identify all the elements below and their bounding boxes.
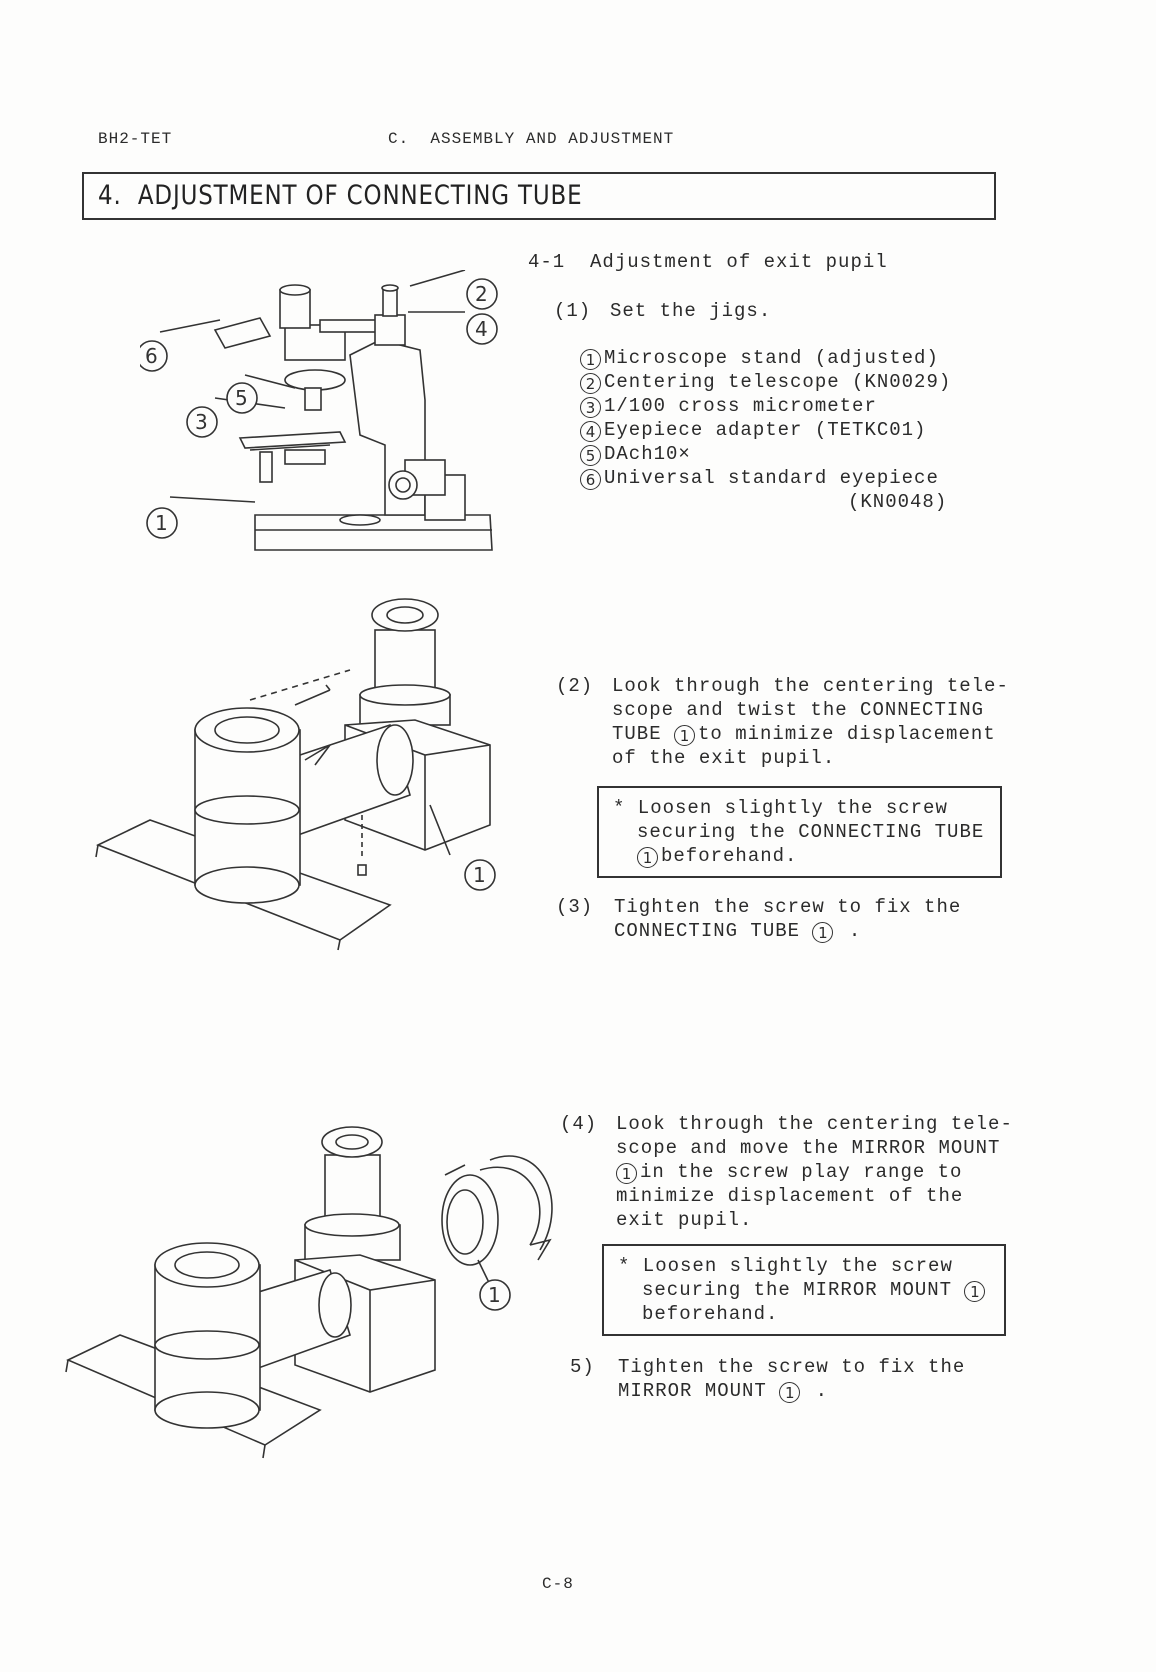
callout-label-fig3: [475, 1275, 515, 1315]
step-1-number: (1): [554, 300, 592, 322]
callout-circle: 1: [812, 922, 833, 943]
jig-item: 3 1/100 cross micrometer: [580, 394, 951, 418]
step-5-number: 5): [570, 1356, 595, 1378]
callout-circle: 5: [580, 445, 601, 466]
callout-label-fig2: [460, 855, 500, 895]
header-model: BH2-TET: [98, 130, 173, 148]
svg-text:5: 5: [235, 386, 248, 410]
step-5-text: Tighten the screw to fix the MIRROR MOUNT 1 .: [618, 1356, 966, 1402]
callout-circle: 2: [580, 373, 601, 394]
note-box-2: * Loosen slightly the screw securing the MIRROR MOUNT 1 beforehand.: [602, 1244, 1006, 1336]
callout-circle: 1: [674, 725, 695, 746]
svg-text:1: 1: [155, 511, 168, 535]
svg-text:1: 1: [488, 1283, 501, 1307]
callout-circle: 6: [580, 469, 601, 490]
callout-circle: 1: [964, 1281, 985, 1302]
jig-item: 2 Centering telescope (KN0029): [580, 370, 951, 394]
callout-circle: 4: [580, 421, 601, 442]
callout-circle: 3: [580, 397, 601, 418]
step-2-text: Look through the centering tele- scope and twist the CONNECTING TUBE 1 to minimize displacement of the exit pupil.: [612, 675, 1009, 769]
svg-text:2: 2: [475, 282, 488, 306]
subsection-heading: 4-1 Adjustment of exit pupil: [528, 251, 888, 273]
section-title-box: [82, 172, 996, 220]
jig-item: 6 Universal standard eyepiece: [580, 466, 951, 490]
callout-circle: 1: [616, 1163, 637, 1184]
step-4-number: (4): [560, 1113, 598, 1135]
callout-circle: 1: [580, 349, 601, 370]
svg-text:3: 3: [195, 410, 208, 434]
connecting-tube-illustration: [90, 595, 520, 975]
step-4-text: Look through the centering tele- scope and move the MIRROR MOUNT 1 in the screw play range to minimize displacement of the exit pupil.: [616, 1113, 1013, 1231]
svg-text:6: 6: [145, 344, 158, 368]
page-number: C-8: [542, 1575, 574, 1593]
jig-item: 1 Microscope stand (adjusted): [580, 346, 951, 370]
step-1-text: Set the jigs.: [610, 300, 772, 322]
callout-labels-fig1: [140, 270, 510, 550]
step-2-number: (2): [556, 675, 594, 697]
jig-6-code: (KN0048): [848, 491, 948, 513]
svg-text:1: 1: [473, 863, 486, 887]
jig-item: 4 Eyepiece adapter (TETKC01): [580, 418, 951, 442]
step-3-text: Tighten the screw to fix the CONNECTING TUBE 1 .: [614, 896, 962, 942]
jig-item: 5 DAch10×: [580, 442, 951, 466]
svg-text:4: 4: [475, 317, 488, 341]
header-section: C. ASSEMBLY AND ADJUSTMENT: [388, 130, 675, 148]
step-3-number: (3): [556, 896, 594, 918]
callout-circle: 1: [637, 847, 658, 868]
note-box-1: * Loosen slightly the screw securing the CONNECTING TUBE 1 beforehand.: [597, 786, 1002, 878]
callout-circle: 1: [779, 1382, 800, 1403]
jig-list: [580, 346, 951, 514]
section-title: 4. ADJUSTMENT OF CONNECTING TUBE: [98, 180, 583, 211]
